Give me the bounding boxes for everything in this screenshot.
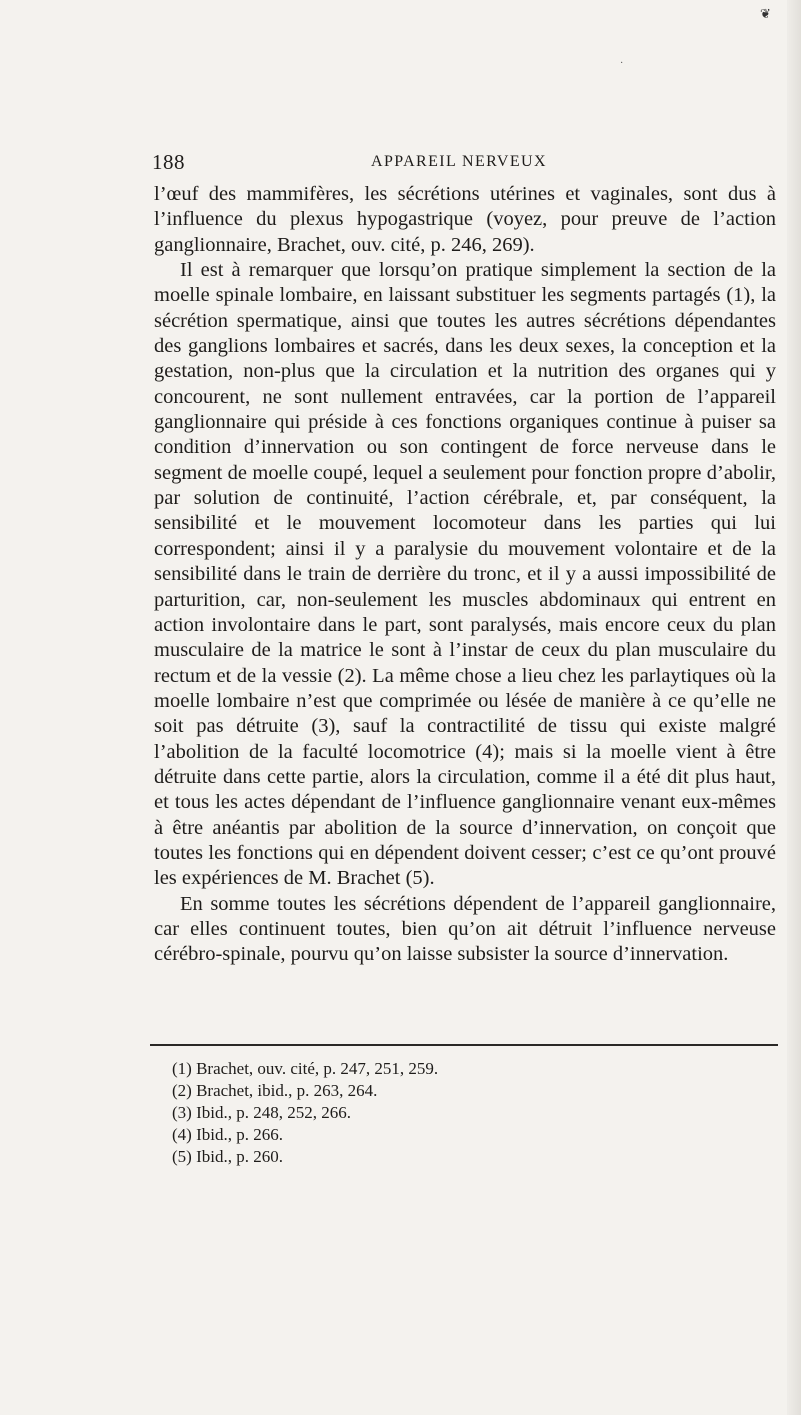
body-text <box>154 182 776 968</box>
footnote: (5) Ibid., p. 260. <box>172 1147 283 1166</box>
footnote: (1) Brachet, ouv. cité, p. 247, 251, 259. <box>172 1059 439 1078</box>
running-head: APPAREIL NERVEUX <box>371 153 547 170</box>
footnote: (3) Ibid., p. 248, 252, 266. <box>172 1103 351 1122</box>
footnotes <box>172 1058 732 1168</box>
footnote: (4) Ibid., p. 266. <box>172 1125 283 1144</box>
paragraph: En somme toutes les sécrétions dépendent de l’appareil ganglionnaire, car elles continuent toutes, bien qu’on ait détruit l’influence nerveuse cérébro-spinale, pourvu qu’on laisse subsister la source d’innervation. <box>154 892 776 966</box>
page-number: 188 <box>152 150 185 174</box>
footnote: (2) Brachet, ibid., p. 263, 264. <box>172 1081 378 1100</box>
paragraph: l’œuf des mammifères, les sécrétions utérines et vaginales, sont dus à l’influence du plexus hypogastrique (voyez, pour preuve de l’action ganglionnaire, Brachet, ouv. cité, p. 246, 269). <box>154 183 776 256</box>
page-edge-shadow <box>787 0 801 1415</box>
paragraph: Il est à remarquer que lorsqu’on pratique simplement la section de la moelle spinale lombaire, en laissant substituer les segments partagés (1), la sécrétion spermatique, ainsi que toutes les autres sécrétions dépendantes des ganglions lombaires et sacrés, dans les deux sexes, la conception et la gestation, non-plus que la circulation et la nutrition des organes qui y concourent, ne sont nullement entravées, car la portion de l’appareil ganglionnaire qui préside à ces fonctions organiques continue à puiser sa condition d’innervation ou son contingent de force nerveuse dans le segment de moelle coupé, lequel a seulement pour fonction propre d’abolir, par solution de continuité, l’action cérébrale, et, par conséquent, la sensibilité et le mouvement locomoteur dans les parties qui lui correspondent; ainsi il y a paralysie du mouvement volontaire et de la sensibilité dans le train de derrière du tronc, et il y a aussi impossibilité de parturition, car, non-seulement les muscles abdominaux qui entrent en action involontaire dans le part, sont paralysés, mais encore ceux du plan musculaire de la matrice le sont à l’instar de ceux du plan musculaire du rectum et de la vessie (2). La même chose a lieu chez les parlaytiques où la moelle lombaire n’est que comprimée ou lésée de manière à ce qu’elle ne soit pas détruite (3), sauf la contractilité de tissu qui existe malgré l’abolition de la faculté locomotrice (4); mais si la moelle vient à être détruite dans cette partie, alors la circulation, comme il a été dit plus haut, et tous les actes dépendant de l’influence ganglionnaire venant eux-mêmes à être anéantis par abolition de la source d’innervation, on conçoit que toutes les fonctions qui en dépendent doivent cesser; c’est ce qu’ont prouvé les expériences de M. Brachet (5). <box>154 259 776 890</box>
footnote-divider <box>150 1044 778 1046</box>
ink-speck: · <box>620 58 624 69</box>
page-mark: ❦ <box>760 6 771 21</box>
page-header <box>146 150 772 180</box>
